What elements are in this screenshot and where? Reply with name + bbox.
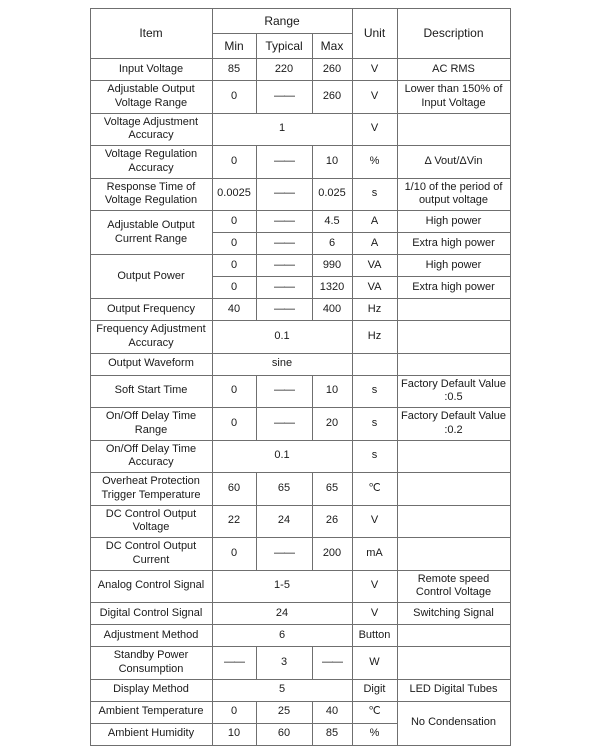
header-item: Item: [90, 9, 212, 59]
unit-cell: s: [352, 375, 397, 408]
max-cell: 260: [312, 81, 352, 114]
range-value-cell: 6: [212, 625, 352, 647]
typical-cell: ——: [256, 178, 312, 211]
max-cell: 85: [312, 723, 352, 745]
range-value-cell: sine: [212, 353, 352, 375]
description-cell: [397, 505, 510, 538]
unit-cell: V: [352, 570, 397, 603]
table-row: [90, 211, 510, 233]
table-header-row-top: [90, 9, 510, 34]
typical-cell: ——: [256, 277, 312, 299]
item-cell: Digital Control Signal: [90, 603, 212, 625]
description-cell: LED Digital Tubes: [397, 679, 510, 701]
description-cell: No Condensation: [397, 701, 510, 745]
unit-cell: %: [352, 723, 397, 745]
description-cell: [397, 440, 510, 473]
unit-cell: s: [352, 408, 397, 441]
item-cell: Standby Power Consumption: [90, 647, 212, 680]
header-range: Range: [212, 9, 352, 34]
max-cell: 10: [312, 146, 352, 179]
max-cell: ——: [312, 647, 352, 680]
range-value-cell: 0.1: [212, 321, 352, 354]
typical-cell: ——: [256, 408, 312, 441]
item-cell: Voltage Adjustment Accuracy: [90, 113, 212, 146]
description-cell: Factory Default Value :0.5: [397, 375, 510, 408]
table-row: [90, 625, 510, 647]
unit-cell: V: [352, 59, 397, 81]
description-cell: [397, 473, 510, 506]
min-cell: 0: [212, 701, 256, 723]
item-cell: On/Off Delay Time Accuracy: [90, 440, 212, 473]
header-unit: Unit: [352, 9, 397, 59]
unit-cell: VA: [352, 277, 397, 299]
unit-cell: VA: [352, 255, 397, 277]
description-cell: Extra high power: [397, 277, 510, 299]
description-cell: Lower than 150% of Input Voltage: [397, 81, 510, 114]
description-cell: Δ Vout/ΔVin: [397, 146, 510, 179]
item-cell: Soft Start Time: [90, 375, 212, 408]
typical-cell: ——: [256, 375, 312, 408]
table-row: [90, 647, 510, 680]
header-min: Min: [212, 34, 256, 59]
typical-cell: ——: [256, 211, 312, 233]
unit-cell: Digit: [352, 679, 397, 701]
unit-cell: ℃: [352, 701, 397, 723]
description-cell: Extra high power: [397, 233, 510, 255]
unit-cell: V: [352, 113, 397, 146]
item-cell: Overheat Protection Trigger Temperature: [90, 473, 212, 506]
unit-cell: %: [352, 146, 397, 179]
unit-cell: W: [352, 647, 397, 680]
max-cell: 0.025: [312, 178, 352, 211]
typical-cell: ——: [256, 538, 312, 571]
description-cell: [397, 321, 510, 354]
table-row: [90, 408, 510, 441]
table-row: [90, 440, 510, 473]
table-row: [90, 679, 510, 701]
unit-cell: Hz: [352, 321, 397, 354]
item-cell: Voltage Regulation Accuracy: [90, 146, 212, 179]
description-cell: Switching Signal: [397, 603, 510, 625]
item-cell: Adjustment Method: [90, 625, 212, 647]
table-row: [90, 603, 510, 625]
min-cell: 10: [212, 723, 256, 745]
min-cell: 40: [212, 299, 256, 321]
description-cell: High power: [397, 255, 510, 277]
item-cell: Analog Control Signal: [90, 570, 212, 603]
table-row: [90, 538, 510, 571]
header-typical: Typical: [256, 34, 312, 59]
unit-cell: V: [352, 603, 397, 625]
table-row: [90, 375, 510, 408]
item-cell: Adjustable Output Current Range: [90, 211, 212, 255]
unit-cell: V: [352, 505, 397, 538]
min-cell: 85: [212, 59, 256, 81]
description-cell: High power: [397, 211, 510, 233]
max-cell: 200: [312, 538, 352, 571]
table-row: [90, 146, 510, 179]
typical-cell: ——: [256, 233, 312, 255]
typical-cell: 25: [256, 701, 312, 723]
header-max: Max: [312, 34, 352, 59]
description-cell: 1/10 of the period of output voltage: [397, 178, 510, 211]
typical-cell: ——: [256, 255, 312, 277]
item-cell: Output Frequency: [90, 299, 212, 321]
item-cell: Display Method: [90, 679, 212, 701]
unit-cell: ℃: [352, 473, 397, 506]
max-cell: 40: [312, 701, 352, 723]
table-row: [90, 321, 510, 354]
typical-cell: 220: [256, 59, 312, 81]
min-cell: 0: [212, 408, 256, 441]
min-cell: 0: [212, 211, 256, 233]
description-cell: [397, 538, 510, 571]
description-cell: Factory Default Value :0.2: [397, 408, 510, 441]
unit-cell: [352, 353, 397, 375]
item-cell: Output Power: [90, 255, 212, 299]
min-cell: ——: [212, 647, 256, 680]
description-cell: [397, 647, 510, 680]
max-cell: 400: [312, 299, 352, 321]
description-cell: [397, 353, 510, 375]
range-value-cell: 5: [212, 679, 352, 701]
item-cell: Frequency Adjustment Accuracy: [90, 321, 212, 354]
unit-cell: mA: [352, 538, 397, 571]
unit-cell: A: [352, 233, 397, 255]
table-row: [90, 113, 510, 146]
min-cell: 0: [212, 81, 256, 114]
max-cell: 260: [312, 59, 352, 81]
table-row: [90, 255, 510, 277]
description-cell: [397, 299, 510, 321]
max-cell: 6: [312, 233, 352, 255]
min-cell: 0: [212, 146, 256, 179]
typical-cell: ——: [256, 146, 312, 179]
typical-cell: 60: [256, 723, 312, 745]
header-description: Description: [397, 9, 510, 59]
range-value-cell: 0.1: [212, 440, 352, 473]
max-cell: 10: [312, 375, 352, 408]
min-cell: 0: [212, 255, 256, 277]
min-cell: 0: [212, 277, 256, 299]
table-row: [90, 570, 510, 603]
min-cell: 0: [212, 233, 256, 255]
item-cell: DC Control Output Current: [90, 538, 212, 571]
item-cell: Ambient Temperature: [90, 701, 212, 723]
unit-cell: A: [352, 211, 397, 233]
item-cell: DC Control Output Voltage: [90, 505, 212, 538]
unit-cell: s: [352, 178, 397, 211]
min-cell: 0: [212, 538, 256, 571]
description-cell: [397, 625, 510, 647]
table-row: [90, 353, 510, 375]
table-row: [90, 81, 510, 114]
table-row: [90, 178, 510, 211]
table-row: [90, 299, 510, 321]
item-cell: Input Voltage: [90, 59, 212, 81]
description-cell: [397, 113, 510, 146]
item-cell: On/Off Delay Time Range: [90, 408, 212, 441]
table-row: [90, 701, 510, 723]
item-cell: Output Waveform: [90, 353, 212, 375]
max-cell: 4.5: [312, 211, 352, 233]
min-cell: 22: [212, 505, 256, 538]
min-cell: 0.0025: [212, 178, 256, 211]
max-cell: 26: [312, 505, 352, 538]
unit-cell: Hz: [352, 299, 397, 321]
range-value-cell: 1: [212, 113, 352, 146]
max-cell: 990: [312, 255, 352, 277]
table-row: [90, 59, 510, 81]
typical-cell: 24: [256, 505, 312, 538]
item-cell: Adjustable Output Voltage Range: [90, 81, 212, 114]
min-cell: 60: [212, 473, 256, 506]
table-row: [90, 473, 510, 506]
item-cell: Ambient Humidity: [90, 723, 212, 745]
typical-cell: ——: [256, 81, 312, 114]
item-cell: Response Time of Voltage Regulation: [90, 178, 212, 211]
description-cell: Remote speed Control Voltage: [397, 570, 510, 603]
max-cell: 65: [312, 473, 352, 506]
unit-cell: V: [352, 81, 397, 114]
table-row: [90, 505, 510, 538]
max-cell: 20: [312, 408, 352, 441]
description-cell: AC RMS: [397, 59, 510, 81]
range-value-cell: 1-5: [212, 570, 352, 603]
range-value-cell: 24: [212, 603, 352, 625]
typical-cell: ——: [256, 299, 312, 321]
unit-cell: s: [352, 440, 397, 473]
max-cell: 1320: [312, 277, 352, 299]
unit-cell: Button: [352, 625, 397, 647]
min-cell: 0: [212, 375, 256, 408]
typical-cell: 65: [256, 473, 312, 506]
spec-table: [90, 8, 511, 746]
typical-cell: 3: [256, 647, 312, 680]
